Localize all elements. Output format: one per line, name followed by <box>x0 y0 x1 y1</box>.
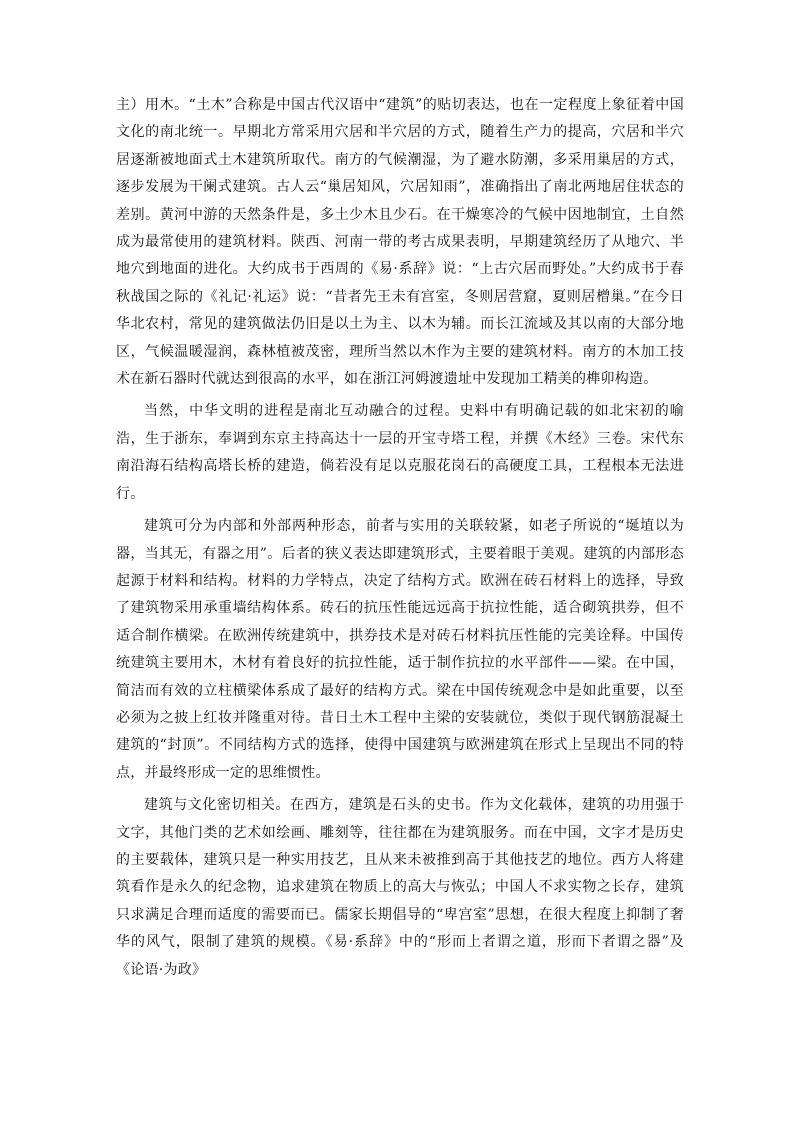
paragraph-continuation: 主）用木。“土木”合称是中国古代汉语中“建筑”的贴切表达，也在一定程度上象征着中国文化的南北统一。早期北方常采用穴居和半穴居的方式，随着生产力的提高，穴居和半穴居逐渐被地面式土木建筑所取代。南方的气候潮湿，为了避水防潮，多采用巢居的方式，逐步发展为干阑式建筑。古人云“巢居知风，穴居知雨”，准确指出了南北两地居住状态的差别。黄河中游的天然条件是，多土少木且少石。在干燥寒冷的气候中因地制宜，土自然成为最常使用的建筑材料。陕西、河南一带的考古成果表明，早期建筑经历了从地穴、半地穴到地面的进化。大约成书于西周的《易·系辞》说：“上古穴居而野处。”大约成书于春秋战国之际的《礼记·礼运》说：“昔者先王未有宫室，冬则居营窟，夏则居橧巢。”在今日华北农村，常见的建筑做法仍旧是以土为主、以木为辅。而长江流域及其以南的大部分地区，气候温暖湿润，森林植被茂密，理所当然以木作为主要的建筑材料。南方的木加工技术在新石器时代就达到很高的水平，如在浙江河姆渡遗址中发现加工精美的榫卯构造。 <box>116 97 684 388</box>
document-page <box>116 92 684 984</box>
paragraph-internal-external-form: 建筑可分为内部和外部两种形态，前者与实用的关联较紧，如老子所说的“埏埴以为器，当其无，有器之用”。后者的狭义表达即建筑形式，主要着眼于美观。建筑的内部形态起源于材料和结构。材料的力学特点，决定了结构方式。欧洲在砖石材料上的选择，导致了建筑物采用承重墙结构体系。砖石的抗压性能远远高于抗拉性能，适合砌筑拱券，但不适合制作横梁。在欧洲传统建筑中，拱券技术是对砖石材料抗压性能的完美诠释。中国传统建筑主要用木，木材有着良好的抗拉性能，适于制作抗拉的水平部件——梁。在中国，简洁而有效的立柱横梁体系成了最好的结构方式。梁在中国传统观念中是如此重要，以至必须为之披上红妆并隆重对待。昔日土木工程中主梁的安装就位，类似于现代钢筋混凝土建筑的“封顶”。不同结构方式的选择，使得中国建筑与欧洲建筑在形式上呈现出不同的特点，并最终形成一定的思维惯性。 <box>116 518 684 781</box>
paragraph-architecture-culture: 建筑与文化密切相关。在西方，建筑是石头的史书。作为文化载体，建筑的功用强于文字，其他门类的艺术如绘画、雕刻等，往往都在为建筑服务。而在中国，文字才是历史的主要载体，建筑只是一种实用技艺，且从来未被推到高于其他技艺的地位。西方人将建筑看作是永久的纪念物，追求建筑在物质上的高大与恢弘；中国人不求实物之长存，建筑只求满足合理而适度的需要而已。儒家长期倡导的“卑宫室”思想，在很大程度上抑制了奢华的风气，限制了建筑的规模。《易·系辞》中的“形而上者谓之道，形而下者谓之器”及《论语·为政》 <box>116 797 684 978</box>
paragraph-north-south-fusion: 当然，中华文明的进程是南北互动融合的过程。史料中有明确记载的如北宋初的喻浩，生于浙东，奉调到东京主持高达十一层的开宝寺塔工程，并撰《木经》三卷。宋代东南沿海石结构高塔长桥的建造，倘若没有足以克服花岗石的高硬度工具，工程根本无法进行。 <box>116 403 684 502</box>
